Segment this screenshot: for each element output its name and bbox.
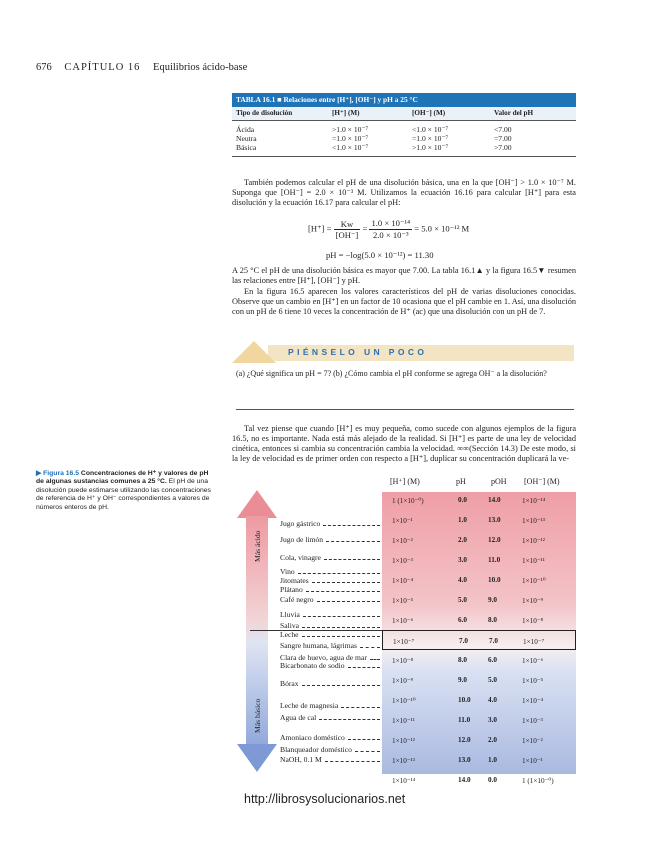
cell-ph: 4.0 bbox=[458, 576, 467, 584]
substance-label: Lluvia bbox=[280, 610, 300, 619]
leader-line bbox=[303, 616, 380, 617]
cell-h: 1×10⁻⁷ bbox=[393, 638, 415, 646]
substance-label: Vino bbox=[280, 567, 295, 576]
cell-h: 1×10⁻¹¹ bbox=[392, 717, 415, 725]
cell-oh: 1×10⁻¹¹ bbox=[522, 557, 545, 565]
ph-scale-row bbox=[382, 650, 576, 670]
figure-header-poh: pOH bbox=[491, 477, 507, 486]
cell-poh: 12.0 bbox=[488, 536, 501, 544]
table-cell: >1.0 × 10⁻⁷ bbox=[412, 143, 449, 152]
cell-ph: 10.0 bbox=[458, 696, 471, 704]
triangle-icon bbox=[232, 341, 276, 363]
fraction-numerator: 1.0 × 10⁻¹⁴ bbox=[371, 218, 411, 228]
figure-header-h: [H⁺] (M) bbox=[390, 477, 420, 486]
table-header-row bbox=[232, 107, 576, 121]
arrow-up-icon bbox=[237, 490, 277, 518]
cell-oh: 1×10⁻¹³ bbox=[522, 517, 545, 525]
substance-label: Bórax bbox=[280, 679, 299, 688]
fraction-values bbox=[369, 218, 412, 241]
cell-oh: 1×10⁻¹⁰ bbox=[522, 577, 546, 585]
substance-label: Saliva bbox=[280, 621, 299, 630]
cell-h: 1×10⁻⁹ bbox=[392, 677, 414, 685]
leader-line bbox=[323, 525, 380, 526]
table-row bbox=[232, 143, 576, 152]
paragraph-basic-ph: También podemos calcular el pH de una disolución básica, una en la que [OH⁻] > 1.0 × 10⁻⁷ M. Suponga que [OH⁻] = 2.0 × 10⁻³ M. Utilizamos la ecuación 16.16 para calcular [H⁺] para esta disolución y la ecuación 16.17 para calcular el pH: bbox=[232, 178, 576, 208]
cell-h: 1×10⁻¹⁴ bbox=[392, 777, 416, 785]
cell-oh: 1×10⁻⁶ bbox=[522, 657, 544, 665]
cell-poh: 6.0 bbox=[488, 656, 497, 664]
cell-ph: 13.0 bbox=[458, 756, 471, 764]
figure-header-oh: [OH⁻] (M) bbox=[524, 477, 560, 486]
substance-label: NaOH, 0.1 M bbox=[280, 755, 322, 764]
table-col-header: Valor del pH bbox=[494, 109, 534, 117]
running-head bbox=[36, 62, 247, 73]
label-more-basic: Más básico bbox=[253, 698, 262, 733]
caption-text: El pH de una disolución puede estimarse utilizando las concentraciones de referencia de H⁺ y OH⁻ correspondientes a valores de números enteros de pH. bbox=[36, 478, 211, 511]
leader-line bbox=[302, 636, 380, 637]
ph-scale-row bbox=[382, 690, 576, 710]
ph-scale-row bbox=[382, 670, 576, 690]
ph-scale-row bbox=[382, 710, 576, 730]
cell-poh: 4.0 bbox=[488, 696, 497, 704]
cell-oh: 1×10⁻² bbox=[522, 737, 543, 745]
cell-h: 1×10⁻⁶ bbox=[392, 617, 414, 625]
equation-h-concentration bbox=[308, 218, 469, 241]
substance-label: Jugo de limón bbox=[280, 535, 324, 544]
leader-line bbox=[325, 761, 380, 762]
ph-scale-row bbox=[382, 490, 576, 510]
cell-h: 1 (1×10⁻⁰) bbox=[392, 497, 424, 505]
cell-poh: 13.0 bbox=[488, 516, 501, 524]
think-about-it-box bbox=[232, 341, 576, 411]
paragraph-rate-law: Tal vez piense que cuando [H⁺] es muy pequeña, como sucede con algunos ejemplos de la figura 16.5, no es importante. Nada está más alejado de la realidad. Si [H⁺] es parte de una ley de velocidad cinética, entonces si cambia su concentración cambia la velocidad. ∞∞(Sección 14.3) De este modo, si la ley de velocidad es de primer orden con respecto a [H⁺], duplicar su concentración duplicará la ve- bbox=[232, 424, 576, 464]
leader-line bbox=[341, 707, 380, 708]
neutral-line bbox=[250, 630, 383, 631]
cell-oh: 1×10⁻¹ bbox=[522, 757, 543, 765]
cell-oh: 1×10⁻¹⁴ bbox=[522, 497, 546, 505]
cell-poh: 10.0 bbox=[488, 576, 501, 584]
leader-line bbox=[302, 627, 380, 628]
cell-oh: 1 (1×10⁻⁰) bbox=[522, 777, 554, 785]
table-cell: Neutra bbox=[236, 134, 257, 143]
cell-oh: 1×10⁻¹² bbox=[522, 537, 545, 545]
table-cell: <7.00 bbox=[494, 125, 512, 134]
cell-ph: 8.0 bbox=[458, 656, 467, 664]
substance-label: Amoniaco doméstico bbox=[280, 733, 345, 742]
table-col-header: [OH⁻] (M) bbox=[412, 109, 446, 117]
substance-label: Jugo gástrico bbox=[280, 519, 321, 528]
ph-scale-row bbox=[382, 590, 576, 610]
cell-h: 1×10⁻¹⁰ bbox=[392, 697, 416, 705]
substance-label: Jitomates bbox=[280, 576, 309, 585]
cell-oh: 1×10⁻⁸ bbox=[522, 617, 544, 625]
leader-line bbox=[348, 739, 380, 740]
substance-label: Plátano bbox=[280, 585, 303, 594]
cell-poh: 0.0 bbox=[488, 776, 497, 784]
substance-label: Agua de cal bbox=[280, 713, 317, 722]
cell-oh: 1×10⁻³ bbox=[522, 717, 543, 725]
table-row bbox=[232, 134, 576, 143]
leader-line bbox=[306, 591, 380, 592]
chapter-title: Equilibrios ácido-base bbox=[153, 62, 248, 73]
ph-scale-row bbox=[382, 610, 576, 630]
arrow-down-icon bbox=[237, 744, 277, 772]
ph-scale-row bbox=[382, 630, 576, 650]
cell-ph: 7.0 bbox=[459, 637, 468, 645]
table-16-1 bbox=[232, 93, 576, 157]
cell-h: 1×10⁻⁸ bbox=[392, 657, 414, 665]
ph-scale-row bbox=[382, 510, 576, 530]
paragraph-figure-reference: En la figura 16.5 aparecen los valores característicos del pH de varias disoluciones conocidas. Observe que un cambio en [H⁺] en un factor de 10 ocasiona que el pH cambie en 1. Así, una disolución con un pH de 6 tiene 10 veces la concentración de H⁺ (ac) que una disolución con un pH de 7. bbox=[232, 287, 576, 317]
table-title: TABLA 16.1 ■ Relaciones entre [H⁺], [OH⁻] y pH a 25 °C bbox=[232, 93, 576, 107]
cell-h: 1×10⁻¹ bbox=[392, 517, 413, 525]
cell-h: 1×10⁻⁴ bbox=[392, 577, 414, 585]
cell-poh: 2.0 bbox=[488, 736, 497, 744]
table-cell: <1.0 × 10⁻⁷ bbox=[412, 125, 449, 134]
ph-scale-row bbox=[382, 750, 576, 770]
substance-label: Leche de magnesia bbox=[280, 701, 339, 710]
leader-line bbox=[326, 541, 380, 542]
table-row bbox=[232, 125, 576, 134]
table-col-header: Tipo de disolución bbox=[236, 109, 293, 117]
leader-line bbox=[312, 582, 380, 583]
table-cell: Básica bbox=[236, 143, 257, 152]
footer-url: http://librosysolucionarios.net bbox=[244, 792, 406, 806]
ph-scale-row bbox=[382, 770, 576, 790]
cell-ph: 5.0 bbox=[458, 596, 467, 604]
substance-label: Cola, vinagre bbox=[280, 553, 321, 562]
paragraph-summary: A 25 °C el pH de una disolución básica es mayor que 7.00. La tabla 16.1▲ y la figura 16.5▼ resumen las relaciones entre [H⁺], [OH⁻] y pH. bbox=[232, 266, 576, 286]
cell-poh: 3.0 bbox=[488, 716, 497, 724]
table-cell: =1.0 × 10⁻⁷ bbox=[332, 134, 369, 143]
cell-poh: 14.0 bbox=[488, 496, 501, 504]
cell-poh: 1.0 bbox=[488, 756, 497, 764]
table-col-header: [H⁺] (M) bbox=[332, 109, 360, 117]
substance-label: Café negro bbox=[280, 595, 314, 604]
cell-ph: 12.0 bbox=[458, 736, 471, 744]
leader-line bbox=[370, 659, 380, 660]
cell-h: 1×10⁻² bbox=[392, 537, 413, 545]
ph-scale-row bbox=[382, 550, 576, 570]
cell-poh: 7.0 bbox=[489, 637, 498, 645]
ph-scale-row bbox=[382, 730, 576, 750]
cell-oh: 1×10⁻⁹ bbox=[522, 597, 544, 605]
leader-line bbox=[355, 751, 380, 752]
cell-poh: 9.0 bbox=[488, 596, 497, 604]
substance-label: Clara de huevo, agua de mar bbox=[280, 653, 367, 662]
cell-ph: 1.0 bbox=[458, 516, 467, 524]
cell-h: 1×10⁻⁵ bbox=[392, 597, 414, 605]
cell-poh: 8.0 bbox=[488, 616, 497, 624]
fraction-kw bbox=[334, 219, 361, 241]
substance-label: Blanqueador doméstico bbox=[280, 745, 352, 754]
fraction-numerator: Kw bbox=[334, 219, 361, 230]
cell-h: 1×10⁻¹³ bbox=[392, 757, 415, 765]
cell-ph: 0.0 bbox=[458, 496, 467, 504]
figure-header-ph: pH bbox=[456, 477, 466, 486]
figure-caption bbox=[36, 470, 214, 512]
table-cell: =1.0 × 10⁻⁷ bbox=[412, 134, 449, 143]
cell-ph: 9.0 bbox=[458, 676, 467, 684]
equation-ph: pH = −log(5.0 × 10⁻¹²) = 11.30 bbox=[326, 250, 434, 260]
substance-label: Sangre humana, lágrimas bbox=[280, 641, 357, 650]
eq-lhs: [H⁺] = bbox=[308, 223, 332, 234]
cell-ph: 3.0 bbox=[458, 556, 467, 564]
eq-rhs: = 5.0 × 10⁻¹² M bbox=[414, 223, 470, 234]
caption-title: Concentraciones de H⁺ y valores de pH de algunas sustancias comunes a 25 °C. bbox=[36, 470, 209, 486]
table-cell: Ácida bbox=[236, 125, 255, 134]
page-number: 676 bbox=[36, 62, 52, 73]
table-cell: =7.00 bbox=[494, 134, 512, 143]
ph-scale-row bbox=[382, 570, 576, 590]
think-title: PIÉNSELO UN POCO bbox=[288, 347, 428, 357]
ph-scale bbox=[382, 492, 576, 785]
substance-label: Bicarbonato de sodio bbox=[280, 661, 345, 670]
leader-line bbox=[317, 601, 380, 602]
fraction-denominator: 2.0 × 10⁻³ bbox=[372, 230, 409, 240]
cell-h: 1×10⁻¹² bbox=[392, 737, 415, 745]
leader-line bbox=[348, 667, 380, 668]
cell-h: 1×10⁻³ bbox=[392, 557, 413, 565]
ph-scale-row bbox=[382, 530, 576, 550]
table-cell: >7.00 bbox=[494, 143, 512, 152]
leader-line bbox=[360, 647, 380, 648]
cell-ph: 2.0 bbox=[458, 536, 467, 544]
cell-poh: 5.0 bbox=[488, 676, 497, 684]
label-more-acidic: Más ácido bbox=[253, 530, 262, 562]
leader-line bbox=[298, 573, 380, 574]
cell-ph: 14.0 bbox=[458, 776, 471, 784]
leader-line bbox=[302, 685, 380, 686]
cell-poh: 11.0 bbox=[488, 556, 501, 564]
chapter-label: CAPÍTULO 16 bbox=[64, 62, 141, 73]
cell-oh: 1×10⁻⁷ bbox=[523, 638, 545, 646]
cell-oh: 1×10⁻⁴ bbox=[522, 697, 544, 705]
figure-label: ▶ Figura 16.5 bbox=[36, 470, 80, 477]
cell-ph: 6.0 bbox=[458, 616, 467, 624]
eq-equals: = bbox=[362, 223, 368, 234]
cell-oh: 1×10⁻⁵ bbox=[522, 677, 544, 685]
leader-line bbox=[324, 559, 380, 560]
divider bbox=[236, 409, 574, 410]
table-cell: <1.0 × 10⁻⁷ bbox=[332, 143, 369, 152]
think-question: (a) ¿Qué significa un pH = 7? (b) ¿Cómo cambia el pH conforme se agrega OH⁻ a la disolución? bbox=[236, 369, 547, 378]
fraction-denominator: [OH⁻] bbox=[335, 229, 359, 240]
substance-label: Leche bbox=[280, 630, 299, 639]
leader-line bbox=[319, 719, 380, 720]
cell-ph: 11.0 bbox=[458, 716, 471, 724]
table-cell: >1.0 × 10⁻⁷ bbox=[332, 125, 369, 134]
